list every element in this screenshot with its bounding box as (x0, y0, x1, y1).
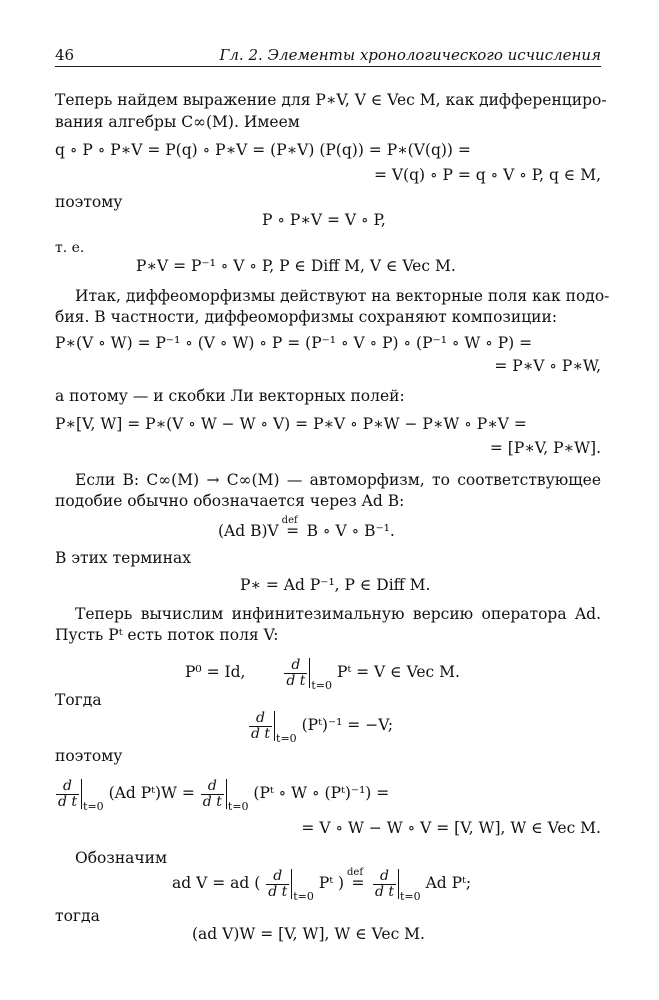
def-label: def (347, 867, 364, 878)
eq-part: Ad Pᵗ; (425, 874, 472, 892)
derivative: $\frac{d}{\text{d t}}$ (58, 777, 78, 810)
equation-line: P⁰ = Id, $\frac{d}{\text{d t}}$ $_{t=0}$ Pᵗ = V ∈ Vec M. (185, 656, 460, 692)
text-word: Обозначим (75, 849, 168, 867)
text-word: т. е. (55, 240, 85, 256)
derivative: $\frac{d}{\text{d t}}$ (286, 656, 306, 689)
eval-bar (81, 779, 82, 809)
equation-line: = V ∘ W − W ∘ V = [V, W], W ∈ Vec M. (301, 819, 601, 837)
def-label: def (281, 515, 298, 526)
eval-bar (398, 869, 399, 899)
page-number: 46 (55, 46, 75, 64)
equation-line: = P∗V ∘ P∗W, (494, 357, 601, 375)
eq-part: ad V = ad ( (172, 874, 261, 892)
text-line: а потому — и скобки Ли векторных полей: (55, 387, 405, 405)
derivative: $\frac{d}{\text{d t}}$ (374, 867, 394, 900)
text-line: подобие обычно обозначается через Ad B: (55, 492, 405, 510)
running-header (55, 44, 601, 67)
text-line: В этих терминах (55, 549, 191, 567)
equation-line: $\frac{d}{\text{d t}}$ $_{t=0}$ (Ad Pᵗ)W = $\frac{d}{\text{d t}}$ $_{t=0}$ (Pᵗ ∘ W ∘ (Pᵗ)⁻¹) = (58, 777, 390, 813)
eval-bar (274, 711, 275, 741)
equation-line: P∗[V, W] = P∗(V ∘ W − W ∘ V) = P∗V ∘ P∗W − P∗W ∘ P∗V = (55, 415, 527, 433)
equation-line: P∗ = Ad P⁻¹, P ∈ Diff M. (240, 576, 431, 594)
eval-bar (226, 779, 227, 809)
running-title: Гл. 2. Элементы хронологического исчисления (219, 46, 601, 64)
text-line: Если B: C∞(M) → C∞(M) — автоморфизм, то соответствующее (75, 471, 601, 489)
eq-part: B ∘ V ∘ B⁻¹. (306, 522, 395, 540)
text-word: поэтому (55, 747, 123, 765)
equation-line: (ad V)W = [V, W], W ∈ Vec M. (192, 925, 425, 943)
def-equals: def = (284, 521, 302, 541)
derivative: $\frac{d}{\text{d t}}$ (268, 867, 288, 900)
equation-line: P ∘ P∗V = V ∘ P, (262, 211, 386, 229)
text-word: тогда (55, 907, 100, 925)
text-line: Итак, диффеоморфизмы действуют на векторные поля как подо- (75, 287, 610, 305)
eq-part: (Pᵗ ∘ W ∘ (Pᵗ)⁻¹) = (253, 784, 390, 802)
text-word: Тогда (55, 691, 102, 709)
equation-line: = [P∗V, P∗W]. (489, 439, 601, 457)
equation-line: ad V = ad ( $\frac{d}{\text{d t}}$ $_{t=0}$ Pᵗ ) def = $\frac{d}{\text{d t}}$ $_{t=0}$ Ad Pᵗ; (172, 866, 471, 914)
equation-line: = V(q) ∘ P = q ∘ V ∘ P, q ∈ M, (373, 166, 601, 184)
text-line: Теперь найдем выражение для P∗V, V ∈ Vec M, как дифференциро- (55, 91, 607, 109)
equation-line: P∗V = P⁻¹ ∘ V ∘ P, P ∈ Diff M, V ∈ Vec M. (136, 257, 456, 275)
eq-part: Pᵗ ) (318, 874, 345, 892)
text-line: вания алгебры C∞(M). Имеем (55, 113, 300, 131)
equation-line: P∗(V ∘ W) = P⁻¹ ∘ (V ∘ W) ∘ P = (P⁻¹ ∘ V ∘ P) ∘ (P⁻¹ ∘ W ∘ P) = (55, 334, 533, 352)
text-line: Пусть Pᵗ есть поток поля V: (55, 626, 279, 644)
equation-line (218, 515, 395, 541)
derivative: $\frac{d}{\text{d t}}$ (202, 777, 222, 810)
text-line: бия. В частности, диффеоморфизмы сохраняют композиции: (55, 308, 558, 326)
eq-part: Pᵗ = V ∈ Vec M. (336, 663, 460, 681)
equation-line: q ∘ P ∘ P∗V = P(q) ∘ P∗V = (P∗V) (P(q)) = P∗(V(q)) = (55, 141, 471, 159)
def-equals: def = (349, 866, 367, 900)
eq-part: P⁰ = Id, (185, 663, 246, 681)
eq-part: (Ad Pᵗ)W = (108, 784, 195, 802)
derivative: $\frac{d}{\text{d t}}$ (251, 709, 271, 742)
eq-part: (Ad B)V (218, 522, 279, 540)
eq-part: (Pᵗ)⁻¹ = −V; (301, 716, 394, 734)
equation-line: $\frac{d}{\text{d t}}$ $_{t=0}$ (Pᵗ)⁻¹ = −V; (251, 709, 394, 745)
text-line: Теперь вычислим инфинитезимальную версию оператора Ad. (75, 605, 601, 623)
text-word: поэтому (55, 193, 123, 211)
